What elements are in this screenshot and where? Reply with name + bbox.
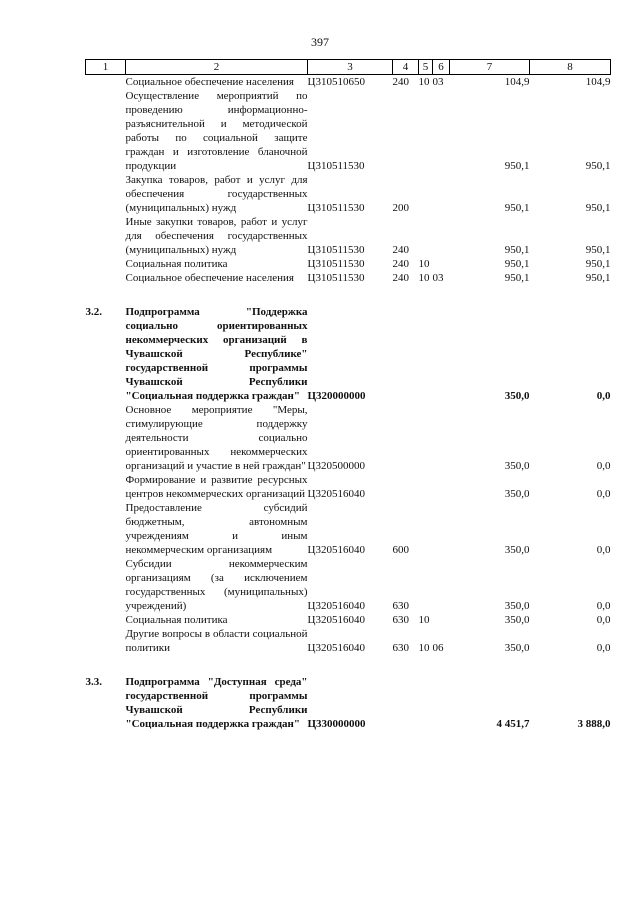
amount-year1-cell: 950,1	[504, 244, 530, 256]
row-number-cell	[86, 173, 126, 215]
target-code-cell: Ц320516040	[307, 642, 365, 654]
table-row	[86, 173, 611, 215]
amount-year1-cell: 950,1	[504, 272, 530, 284]
target-code-cell: Ц320500000	[307, 460, 365, 472]
row-name-cell: Социальная политика	[125, 614, 228, 626]
expense-group-cell	[393, 89, 419, 173]
amount-year2-cell: 104,9	[585, 76, 611, 88]
subsection-cell: 03	[432, 272, 444, 284]
table-row	[86, 257, 611, 271]
section-cell: 10	[418, 272, 430, 284]
amount-year2-cell: 950,1	[585, 202, 611, 214]
section-cell: 10	[418, 258, 430, 270]
spacer-row	[86, 655, 611, 675]
expense-group-cell: 200	[392, 202, 409, 214]
expense-group-cell: 630	[392, 614, 409, 626]
page-number: 397	[311, 35, 329, 49]
amount-year1-cell: 350,0	[504, 544, 530, 556]
section-cell	[419, 557, 433, 613]
row-name-cell: Иные закупки товаров, работ и услуг для обеспечения государственных (муниципальных) нужд	[125, 216, 308, 256]
row-number-cell	[86, 501, 126, 557]
target-code-cell: Ц320516040	[307, 488, 365, 500]
target-code-cell: Ц320516040	[307, 600, 365, 612]
table-row	[86, 613, 611, 627]
row-name-cell: Субсидии некоммерческим организациям (за исключением государственных (муниципальных) учреждений)	[125, 558, 308, 612]
section-cell	[419, 215, 433, 257]
row-name-cell: Подпрограмма "Доступная среда" государственной программы Чувашской Республики "Социальная поддержка граждан"	[125, 676, 308, 730]
table-row	[86, 215, 611, 257]
expense-group-cell: 630	[392, 600, 409, 612]
row-name-cell: Социальная политика	[125, 258, 228, 270]
row-number-cell	[86, 403, 126, 473]
amount-year2-cell: 0,0	[596, 614, 611, 626]
amount-year1-cell: 104,9	[504, 76, 530, 88]
column-number: 4	[393, 60, 419, 75]
amount-year2-cell: 950,1	[585, 272, 611, 284]
column-number: 8	[530, 60, 611, 75]
section-cell	[419, 473, 433, 501]
amount-year1-cell: 950,1	[504, 258, 530, 270]
subsection-cell	[433, 675, 450, 731]
spacer-cell	[86, 285, 611, 305]
expense-group-cell	[393, 675, 419, 731]
subsection-cell	[433, 173, 450, 215]
target-code-cell: Ц310511530	[307, 244, 365, 256]
subsection-cell	[433, 613, 450, 627]
subsection-cell	[433, 557, 450, 613]
amount-year2-cell: 0,0	[596, 544, 611, 556]
column-number: 5	[419, 60, 433, 75]
target-code-cell: Ц310511530	[307, 202, 365, 214]
row-name-cell: Закупка товаров, работ и услуг для обеспечения государственных (муниципальных) нужд	[125, 174, 308, 214]
amount-year1-cell: 350,0	[504, 390, 530, 402]
expense-group-cell: 240	[392, 272, 409, 284]
section-cell	[419, 675, 433, 731]
row-name-cell: Социальное обеспечение населения	[125, 76, 294, 88]
row-number-cell: 3.2.	[85, 306, 102, 318]
amount-year2-cell: 950,1	[585, 244, 611, 256]
expense-group-cell: 600	[392, 544, 409, 556]
table-row	[86, 75, 611, 90]
amount-year1-cell: 350,0	[504, 488, 530, 500]
amount-year2-cell: 0,0	[596, 460, 611, 472]
row-name-cell: Социальное обеспечение населения	[125, 272, 294, 284]
amount-year2-cell: 0,0	[596, 488, 611, 500]
section-cell: 10	[418, 642, 430, 654]
row-number-cell	[86, 75, 126, 90]
table-row	[86, 501, 611, 557]
amount-year2-cell: 950,1	[585, 160, 611, 172]
column-number: 3	[308, 60, 393, 75]
row-name-cell: Основное мероприятие "Меры, стимулирующие поддержку деятельности социально ориентированных некоммерческих организаций и участие в ней граждан"	[125, 404, 308, 472]
amount-year2-cell: 950,1	[585, 258, 611, 270]
subsection-cell: 03	[432, 76, 444, 88]
subsection-cell	[433, 305, 450, 403]
subprogram-row	[86, 305, 611, 403]
table-row	[86, 89, 611, 173]
target-code-cell: Ц310511530	[307, 258, 365, 270]
spacer-cell	[86, 655, 611, 675]
subsection-cell: 06	[432, 642, 444, 654]
row-number-cell	[86, 613, 126, 627]
row-number-cell	[86, 271, 126, 285]
table-row	[86, 473, 611, 501]
budget-table	[85, 59, 611, 731]
section-cell	[419, 501, 433, 557]
expense-group-cell: 240	[392, 244, 409, 256]
amount-year1-cell: 4 451,7	[496, 718, 530, 730]
expense-group-cell	[393, 403, 419, 473]
amount-year1-cell: 350,0	[504, 642, 530, 654]
column-number: 1	[86, 60, 126, 75]
target-code-cell: Ц310511530	[307, 272, 365, 284]
subsection-cell	[433, 473, 450, 501]
amount-year2-cell: 3 888,0	[577, 718, 611, 730]
column-number: 2	[126, 60, 308, 75]
amount-year1-cell: 350,0	[504, 600, 530, 612]
section-cell	[419, 89, 433, 173]
table-row	[86, 403, 611, 473]
subsection-cell	[433, 89, 450, 173]
row-number-cell	[86, 257, 126, 271]
subsection-cell	[433, 257, 450, 271]
row-number-cell	[86, 557, 126, 613]
amount-year1-cell: 350,0	[504, 460, 530, 472]
amount-year1-cell: 350,0	[504, 614, 530, 626]
expense-group-cell: 630	[392, 642, 409, 654]
section-cell	[419, 305, 433, 403]
row-number-cell	[86, 89, 126, 173]
section-cell	[419, 173, 433, 215]
column-number: 7	[450, 60, 530, 75]
amount-year2-cell: 0,0	[596, 642, 611, 654]
row-name-cell: Формирование и развитие ресурсных центров некоммерческих организаций	[125, 474, 308, 500]
section-cell: 10	[418, 614, 430, 626]
target-code-cell: Ц310511530	[307, 160, 365, 172]
expense-group-cell	[393, 305, 419, 403]
row-name-cell: Подпрограмма "Поддержка социально ориентированных некоммерческих организаций в Чувашской Республике" государственной программы Чувашской Республики "Социальная поддержка граждан"	[125, 306, 308, 402]
expense-group-cell	[393, 473, 419, 501]
amount-year2-cell: 0,0	[596, 390, 611, 402]
table-body	[86, 75, 611, 732]
subprogram-row	[86, 675, 611, 731]
target-code-cell: Ц310510650	[307, 76, 365, 88]
subsection-cell	[433, 403, 450, 473]
row-number-cell	[86, 473, 126, 501]
section-cell: 10	[418, 76, 430, 88]
amount-year2-cell: 0,0	[596, 600, 611, 612]
subsection-cell	[433, 215, 450, 257]
target-code-cell: Ц320516040	[307, 544, 365, 556]
table-row	[86, 557, 611, 613]
amount-year1-cell: 950,1	[504, 202, 530, 214]
target-code-cell: Ц320516040	[307, 614, 365, 626]
row-number-cell: 3.3.	[85, 676, 102, 688]
row-name-cell: Осуществление мероприятий по проведению информационно-разъяснительной и методической работы по социальной защите граждан и изготовление бланочной продукции	[125, 90, 308, 172]
row-name-cell: Предоставление субсидий бюджетным, автономным учреждениям и иным некоммерческим организациям	[125, 502, 308, 556]
column-number-row	[86, 60, 611, 75]
spacer-row	[86, 285, 611, 305]
expense-group-cell: 240	[392, 258, 409, 270]
target-code-cell: Ц330000000	[307, 718, 366, 730]
section-cell	[419, 403, 433, 473]
subsection-cell	[433, 501, 450, 557]
target-code-cell: Ц320000000	[307, 390, 366, 402]
row-number-cell	[86, 215, 126, 257]
expense-group-cell: 240	[392, 76, 409, 88]
row-number-cell	[86, 627, 126, 655]
column-number: 6	[433, 60, 450, 75]
amount-year1-cell: 950,1	[504, 160, 530, 172]
table-row	[86, 627, 611, 655]
row-name-cell: Другие вопросы в области социальной политики	[125, 628, 308, 654]
table-row	[86, 271, 611, 285]
